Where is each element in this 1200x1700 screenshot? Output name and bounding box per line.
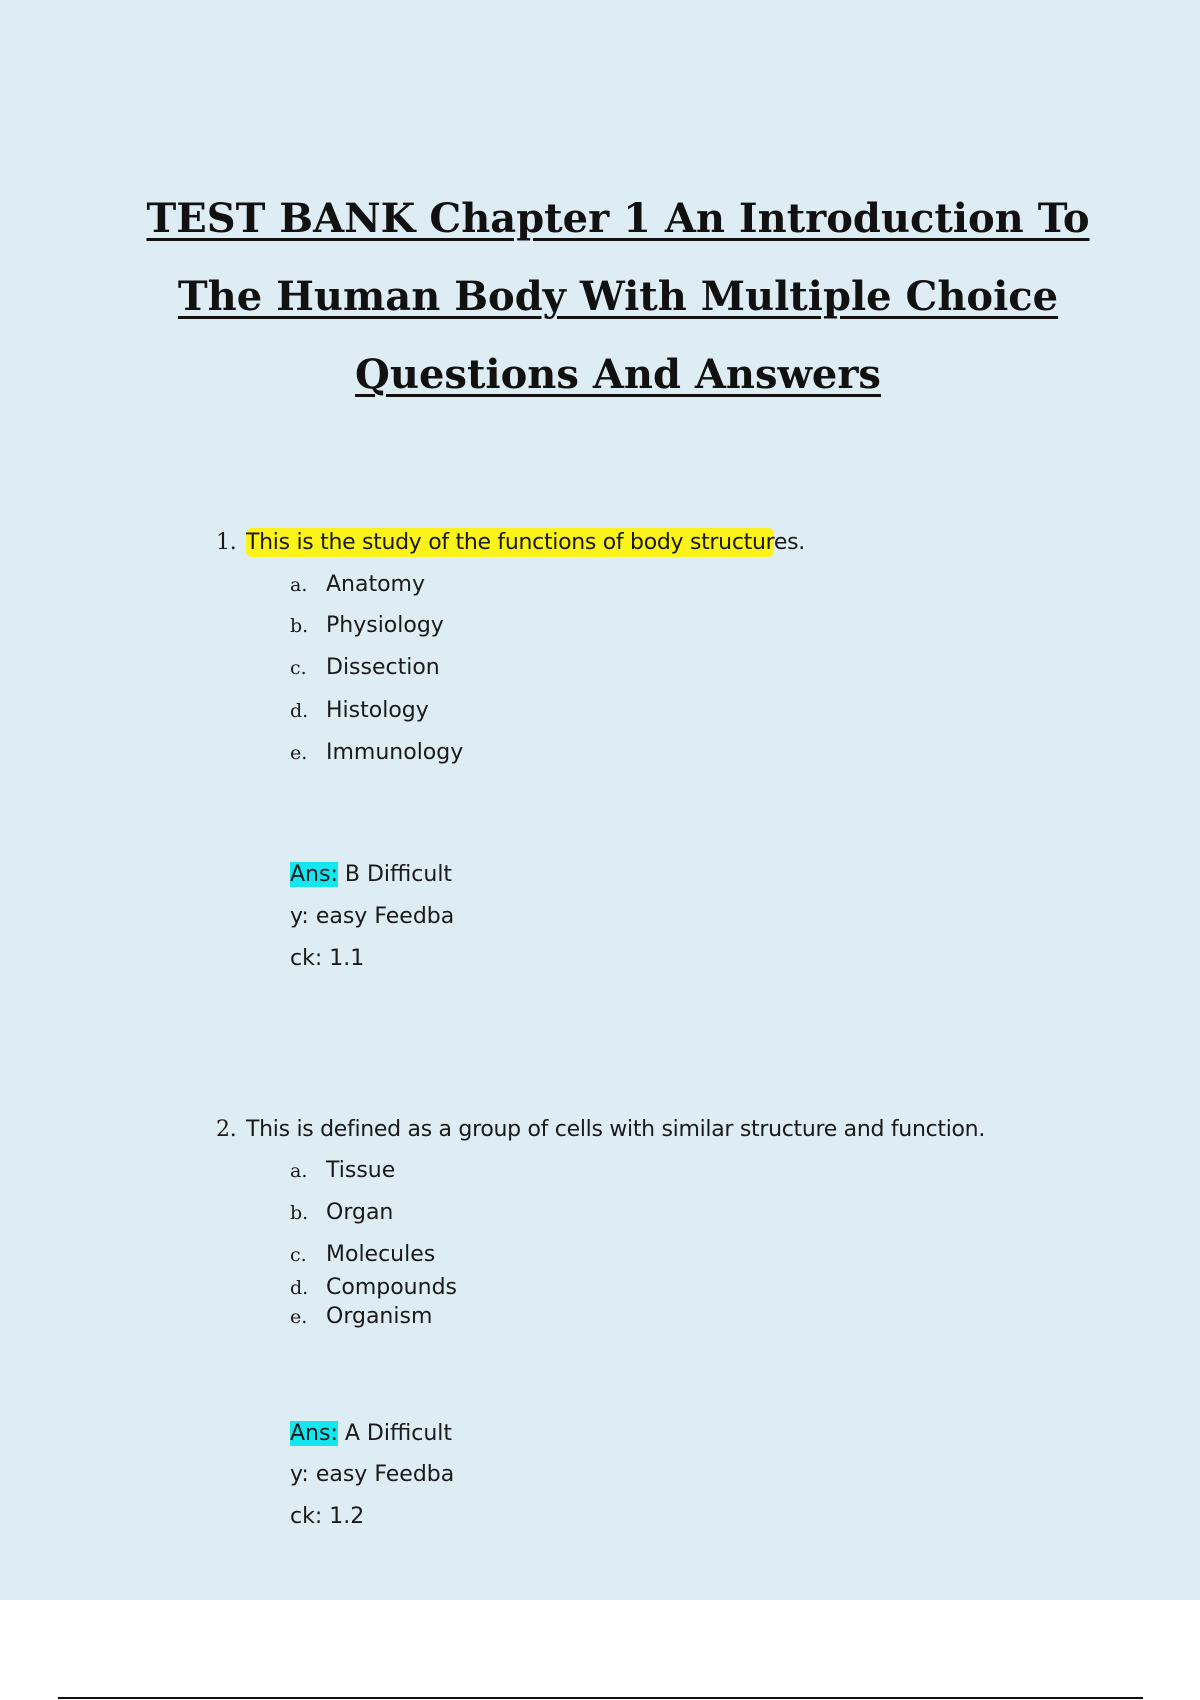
document-title xyxy=(0,180,1200,414)
answer-label: Ans: xyxy=(290,862,338,887)
option-text: Organ xyxy=(326,1200,394,1225)
option-e xyxy=(290,740,463,765)
option-letter: b. xyxy=(290,615,309,637)
option-c xyxy=(290,655,440,680)
option-letter: b. xyxy=(290,1202,309,1224)
title-line-2: The Human Body With Multiple Choice xyxy=(177,273,1059,320)
answer-label: Ans: xyxy=(290,1421,338,1446)
option-text: Immunology xyxy=(326,740,464,765)
answer-line-2: y: easy Feedba xyxy=(290,1462,455,1487)
option-letter: d. xyxy=(290,700,309,722)
answer-text: B Difficult xyxy=(337,862,453,887)
question-text-rest: es. xyxy=(773,530,805,555)
option-c xyxy=(290,1242,435,1267)
option-text: Dissection xyxy=(326,655,440,680)
question-text: This is defined as a group of cells with similar structure and function. xyxy=(246,1117,986,1142)
option-text: Tissue xyxy=(326,1158,396,1183)
option-letter: e. xyxy=(290,742,308,764)
option-text: Compounds xyxy=(326,1275,457,1300)
option-text: Organism xyxy=(326,1304,433,1329)
option-letter: a. xyxy=(290,1160,308,1182)
option-d xyxy=(290,698,429,723)
option-b xyxy=(290,613,444,638)
option-b xyxy=(290,1200,393,1225)
question-1 xyxy=(216,530,805,555)
option-letter: c. xyxy=(290,1244,307,1266)
answer-text: A Difficult xyxy=(337,1421,453,1446)
option-d xyxy=(290,1275,457,1300)
option-text: Physiology xyxy=(326,613,444,638)
answer-line-1 xyxy=(290,862,452,887)
option-text: Histology xyxy=(326,698,429,723)
option-a xyxy=(290,1158,395,1183)
title-line-3: Questions And Answers xyxy=(355,351,881,398)
option-letter: a. xyxy=(290,574,308,596)
question-number: 2. xyxy=(216,1117,237,1142)
option-letter: d. xyxy=(290,1277,309,1299)
answer-line-3: ck: 1.1 xyxy=(290,946,365,971)
title-line-1: TEST BANK Chapter 1 An Introduction To xyxy=(146,195,1090,242)
question-2 xyxy=(216,1117,985,1142)
option-letter: c. xyxy=(290,657,307,679)
footer-divider xyxy=(58,1697,1143,1699)
answer-line-2: y: easy Feedba xyxy=(290,904,455,929)
option-letter: e. xyxy=(290,1306,308,1328)
answer-line-1 xyxy=(290,1421,452,1446)
option-text: Molecules xyxy=(326,1242,436,1267)
option-e xyxy=(290,1304,432,1329)
answer-line-3: ck: 1.2 xyxy=(290,1504,365,1529)
option-text: Anatomy xyxy=(326,572,426,597)
option-a xyxy=(290,572,425,597)
question-text-highlighted: This is the study of the functions of body structur xyxy=(246,530,774,555)
question-number: 1. xyxy=(216,530,237,555)
